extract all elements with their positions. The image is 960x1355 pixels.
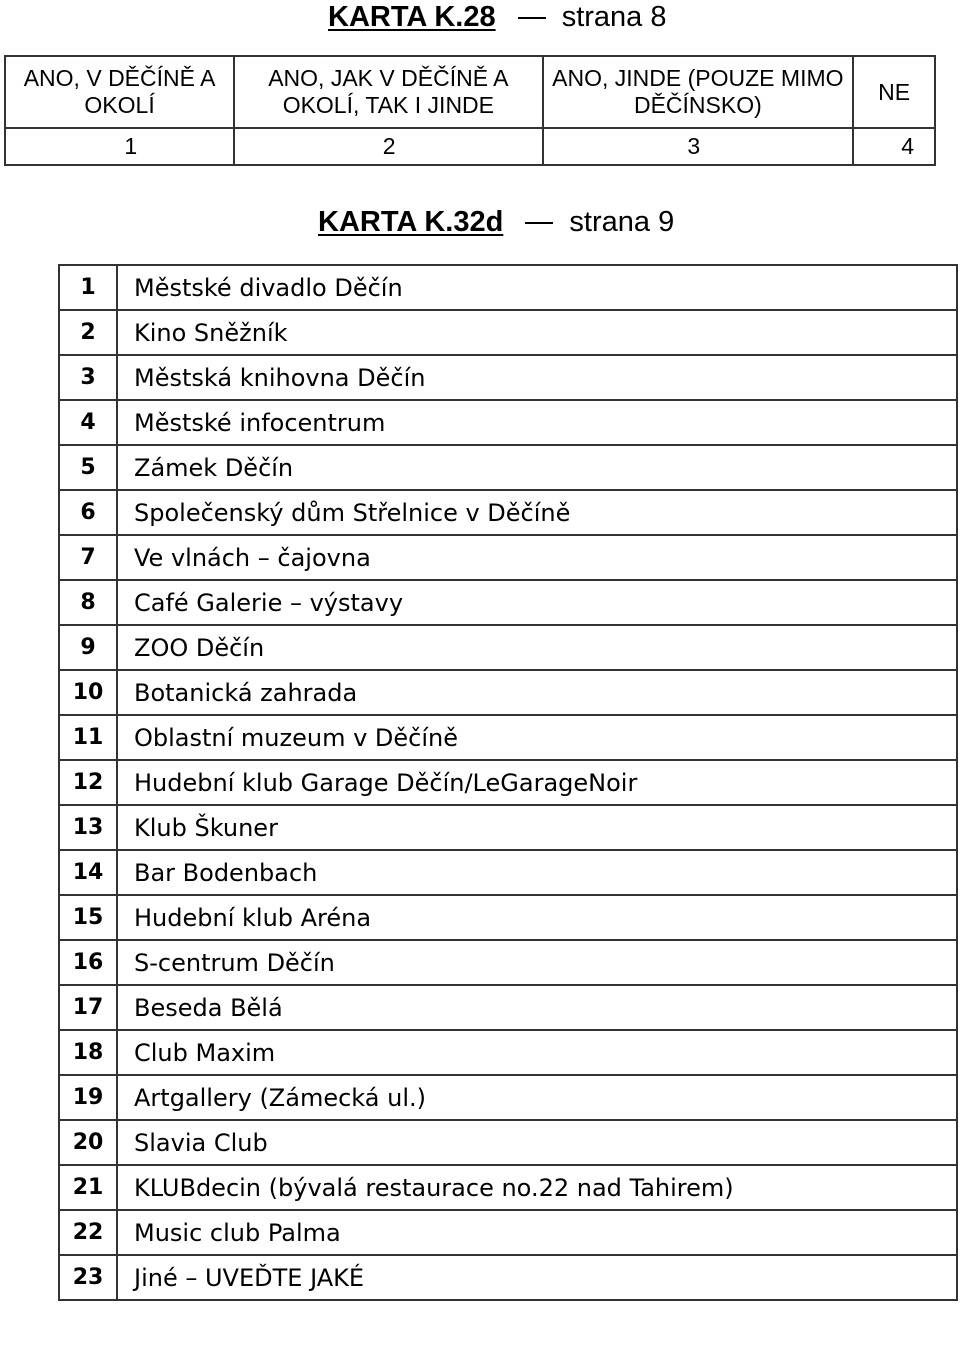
place-number: 20 — [59, 1120, 117, 1165]
place-name: Ve vlnách – čajovna — [117, 535, 957, 580]
place-number: 7 — [59, 535, 117, 580]
scale-label-2: ANO, JAK V DĚČÍNĚ A OKOLÍ, TAK I JINDE — [234, 56, 542, 128]
place-number: 8 — [59, 580, 117, 625]
place-number: 4 — [59, 400, 117, 445]
place-row — [59, 265, 957, 310]
place-name: Club Maxim — [117, 1030, 957, 1075]
place-name: S-centrum Děčín — [117, 940, 957, 985]
place-name: Slavia Club — [117, 1120, 957, 1165]
place-number: 21 — [59, 1165, 117, 1210]
place-name: Café Galerie – výstavy — [117, 580, 957, 625]
scale-number-1: 1 — [5, 128, 234, 165]
scale-label-3: ANO, JINDE (POUZE MIMO DĚČÍNSKO) — [543, 56, 854, 128]
place-name: Městské divadlo Děčín — [117, 265, 957, 310]
place-number: 11 — [59, 715, 117, 760]
place-row — [59, 1075, 957, 1120]
place-number: 3 — [59, 355, 117, 400]
place-name: Kino Sněžník — [117, 310, 957, 355]
heading-code: KARTA K.28 — [328, 1, 496, 33]
place-row — [59, 1210, 957, 1255]
place-name: Klub Škuner — [117, 805, 957, 850]
scale-number-4: 4 — [853, 128, 935, 165]
heading-code: KARTA K.32d — [318, 206, 504, 238]
place-name: Hudební klub Aréna — [117, 895, 957, 940]
place-number: 2 — [59, 310, 117, 355]
place-row — [59, 490, 957, 535]
scale-number-3: 3 — [543, 128, 854, 165]
place-number: 22 — [59, 1210, 117, 1255]
place-name: KLUBdecin (bývalá restaurace no.22 nad Tahirem) — [117, 1165, 957, 1210]
place-number: 13 — [59, 805, 117, 850]
place-number: 23 — [59, 1255, 117, 1300]
place-number: 6 — [59, 490, 117, 535]
place-number: 5 — [59, 445, 117, 490]
place-row — [59, 985, 957, 1030]
place-name: Hudební klub Garage Děčín/LeGarageNoir — [117, 760, 957, 805]
places-table — [58, 264, 958, 1301]
answer-scale-table — [4, 55, 936, 166]
place-name: Music club Palma — [117, 1210, 957, 1255]
place-row — [59, 715, 957, 760]
place-name: ZOO Děčín — [117, 625, 957, 670]
place-name: Zámek Děčín — [117, 445, 957, 490]
place-row — [59, 850, 957, 895]
place-number: 9 — [59, 625, 117, 670]
place-name: Jiné – UVEĎTE JAKÉ — [117, 1255, 957, 1300]
place-row — [59, 1030, 957, 1075]
place-row — [59, 895, 957, 940]
place-name: Oblastní muzeum v Děčíně — [117, 715, 957, 760]
place-name: Beseda Bělá — [117, 985, 957, 1030]
place-number: 19 — [59, 1075, 117, 1120]
place-row — [59, 400, 957, 445]
place-name: Městská knihovna Děčín — [117, 355, 957, 400]
place-row — [59, 580, 957, 625]
place-number: 17 — [59, 985, 117, 1030]
place-row — [59, 1165, 957, 1210]
place-number: 18 — [59, 1030, 117, 1075]
place-number: 1 — [59, 265, 117, 310]
place-row — [59, 310, 957, 355]
place-name: Městské infocentrum — [117, 400, 957, 445]
scale-number-2: 2 — [234, 128, 542, 165]
place-number: 14 — [59, 850, 117, 895]
heading-dash — [525, 222, 553, 224]
place-row — [59, 1255, 957, 1300]
heading-karta-k32d — [318, 205, 674, 239]
heading-dash — [518, 17, 546, 19]
heading-page: strana 9 — [569, 206, 675, 238]
place-name: Společenský dům Střelnice v Děčíně — [117, 490, 957, 535]
place-row — [59, 1120, 957, 1165]
heading-page: strana 8 — [561, 1, 667, 33]
place-row — [59, 355, 957, 400]
heading-karta-k28 — [328, 0, 667, 34]
place-row — [59, 670, 957, 715]
place-row — [59, 805, 957, 850]
place-row — [59, 940, 957, 985]
place-name: Bar Bodenbach — [117, 850, 957, 895]
place-row — [59, 535, 957, 580]
scale-label-1: ANO, V DĚČÍNĚ A OKOLÍ — [5, 56, 234, 128]
place-number: 10 — [59, 670, 117, 715]
scale-label-4: NE — [853, 56, 935, 128]
place-row — [59, 625, 957, 670]
place-row — [59, 760, 957, 805]
place-row — [59, 445, 957, 490]
place-number: 12 — [59, 760, 117, 805]
place-number: 15 — [59, 895, 117, 940]
place-name: Botanická zahrada — [117, 670, 957, 715]
place-name: Artgallery (Zámecká ul.) — [117, 1075, 957, 1120]
place-number: 16 — [59, 940, 117, 985]
